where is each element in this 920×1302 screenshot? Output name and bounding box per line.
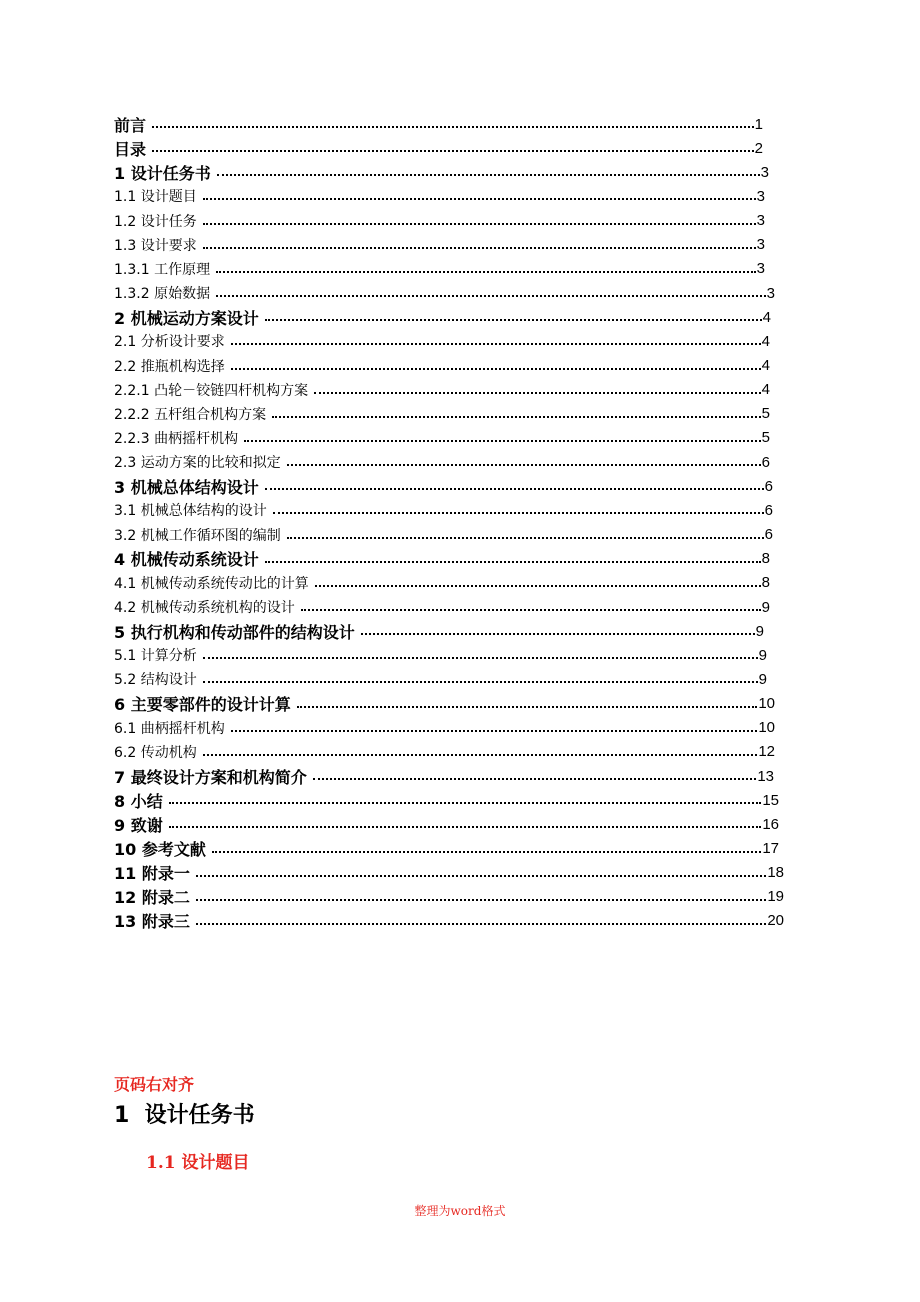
toc-entry-label: 1.3.2 原始数据	[114, 286, 211, 303]
toc-entry[interactable]	[114, 595, 770, 619]
toc-entry-label: 6.2 传动机构	[114, 744, 197, 761]
toc-entry[interactable]	[114, 136, 763, 160]
toc-entry[interactable]	[114, 184, 765, 208]
toc-page-number: 4	[762, 308, 771, 326]
toc-dot-leader	[287, 464, 761, 466]
toc-entry[interactable]	[114, 692, 775, 716]
toc-entry-label: 2.3 运动方案的比较和拟定	[114, 455, 281, 472]
toc-page-number: 4	[761, 381, 770, 399]
toc-dot-leader	[265, 319, 762, 321]
toc-entry[interactable]	[114, 885, 784, 909]
toc-page-number: 18	[767, 864, 784, 882]
toc-dot-leader	[272, 416, 761, 418]
toc-dot-leader	[216, 295, 766, 297]
toc-dot-leader	[301, 609, 761, 611]
toc-entry-label: 5.2 结构设计	[114, 672, 197, 689]
toc-page-number: 8	[761, 574, 770, 592]
toc-entry[interactable]	[114, 257, 765, 281]
toc-page-number: 20	[767, 912, 784, 930]
toc-entry[interactable]	[114, 740, 775, 764]
toc-page-number: 3	[756, 236, 765, 254]
toc-entry-label: 3.1 机械总体结构的设计	[114, 503, 267, 520]
toc-entry[interactable]	[114, 112, 763, 136]
toc-entry-label: 1.2 设计任务	[114, 213, 197, 230]
toc-entry-label: 4.1 机械传动系统传动比的计算	[114, 575, 309, 592]
toc-dot-leader	[203, 223, 756, 225]
toc-entry[interactable]	[114, 233, 765, 257]
toc-entry-label: 4.2 机械传动系统机构的设计	[114, 600, 295, 616]
toc-entry[interactable]	[114, 619, 764, 643]
toc-dot-leader	[203, 198, 756, 200]
toc-page-number: 4	[761, 332, 770, 350]
toc-dot-leader	[196, 875, 766, 877]
toc-dot-leader	[169, 826, 762, 828]
toc-dot-leader	[297, 706, 758, 708]
toc-dot-leader	[231, 343, 761, 345]
toc-entry-label: 3 机械总体结构设计	[114, 477, 259, 497]
toc-dot-leader	[203, 681, 758, 683]
toc-page-number: 1	[754, 115, 763, 133]
toc-page-number: 3	[766, 284, 775, 302]
toc-entry-label: 前言	[114, 115, 147, 135]
toc-entry-label: 9 致谢	[114, 815, 163, 835]
toc-entry-label: 6.1 曲柄摇杆机构	[114, 720, 225, 737]
toc-dot-leader	[244, 440, 761, 442]
toc-entry[interactable]	[114, 160, 769, 184]
toc-entry[interactable]	[114, 474, 773, 498]
toc-entry[interactable]	[114, 571, 770, 595]
toc-dot-leader	[152, 150, 754, 152]
toc-dot-leader	[265, 488, 764, 490]
toc-dot-leader	[231, 730, 758, 732]
toc-dot-leader	[212, 851, 761, 853]
toc-entry[interactable]	[114, 426, 770, 450]
toc-page-number: 6	[764, 526, 773, 544]
toc-page-number: 6	[761, 453, 770, 471]
toc-entry-label: 7 最终设计方案和机构简介	[114, 767, 307, 787]
toc-page-number: 16	[762, 815, 779, 833]
toc-page-number: 5	[761, 405, 770, 423]
toc-entry-label: 10 参考文献	[114, 840, 206, 859]
toc-entry[interactable]	[114, 667, 767, 691]
toc-entry[interactable]	[114, 354, 770, 378]
toc-entry[interactable]	[114, 716, 775, 740]
toc-entry[interactable]	[114, 861, 784, 885]
toc-entry[interactable]	[114, 764, 774, 788]
toc-page-number: 3	[756, 187, 765, 205]
toc-dot-leader	[217, 174, 760, 176]
toc-page-number: 17	[762, 840, 779, 857]
toc-entry-label: 2.1 分析设计要求	[114, 334, 225, 351]
toc-entry-label: 1.1 设计题目	[114, 189, 197, 206]
section-heading: 1 设计任务书	[114, 1103, 255, 1128]
toc-dot-leader	[265, 561, 761, 563]
toc-entry[interactable]	[114, 837, 779, 861]
toc-entry[interactable]	[114, 378, 770, 402]
toc-dot-leader	[313, 778, 757, 780]
toc-page-number: 3	[756, 260, 765, 278]
toc-entry[interactable]	[114, 788, 779, 812]
toc-entry[interactable]	[114, 498, 773, 522]
toc-page-number: 10	[758, 719, 775, 737]
toc-page-number: 6	[764, 477, 773, 495]
toc-dot-leader	[169, 802, 762, 804]
toc-entry-label: 目录	[114, 139, 147, 159]
toc-page-number: 15	[762, 791, 779, 809]
toc-page-number: 9	[761, 598, 770, 616]
toc-page-number: 9	[758, 670, 767, 688]
toc-entry-label: 2.2.2 五杆组合机构方案	[114, 406, 267, 423]
page-number-note: 页码右对齐	[114, 1075, 195, 1094]
toc-entry-label: 4 机械传动系统设计	[114, 550, 259, 570]
toc-dot-leader	[203, 657, 758, 659]
toc-dot-leader	[196, 923, 766, 925]
toc-entry[interactable]	[114, 812, 779, 836]
subsection-heading: 1.1 设计题目	[146, 1153, 250, 1173]
toc-dot-leader	[231, 368, 761, 370]
toc-entry-label: 11 附录一	[114, 864, 190, 884]
toc-page-number: 9	[755, 622, 764, 640]
toc-entry[interactable]	[114, 547, 770, 571]
toc-dot-leader	[216, 271, 756, 273]
toc-dot-leader	[314, 392, 761, 394]
toc-entry[interactable]	[114, 329, 770, 353]
toc-entry-label: 6 主要零部件的设计计算	[114, 695, 291, 715]
toc-entry[interactable]	[114, 450, 770, 474]
toc-entry[interactable]	[114, 209, 765, 233]
toc-page-number: 4	[761, 357, 770, 374]
toc-entry[interactable]	[114, 523, 773, 547]
toc-dot-leader	[203, 247, 756, 249]
toc-entry-label: 2.2.3 曲柄摇杆机构	[114, 430, 239, 447]
toc-dot-leader	[361, 633, 755, 635]
toc-page-number: 10	[758, 695, 775, 713]
toc-dot-leader	[315, 585, 761, 587]
toc-entry-label: 3.2 机械工作循环图的编制	[114, 527, 281, 544]
toc-page-number: 19	[767, 888, 784, 906]
toc-entry[interactable]	[114, 305, 771, 329]
toc-entry[interactable]	[114, 402, 770, 426]
page-footer: 整理为word格式	[414, 1204, 506, 1218]
toc-page-number: 6	[764, 501, 773, 519]
toc-entry-label: 1.3.1 工作原理	[114, 261, 211, 278]
toc-page-number: 5	[761, 429, 770, 447]
toc-entry-label: 13 附录三	[114, 912, 190, 932]
toc-dot-leader	[196, 899, 766, 901]
toc-entry-label: 2.2 推瓶机构选择	[114, 358, 225, 375]
toc-entry-label: 5 执行机构和传动部件的结构设计	[114, 622, 355, 642]
toc-entry-label: 12 附录二	[114, 888, 190, 908]
toc-page-number: 9	[758, 646, 767, 664]
toc-entry[interactable]	[114, 643, 767, 667]
toc-entry-label: 5.1 计算分析	[114, 648, 197, 665]
toc-dot-leader	[152, 126, 754, 128]
toc-entry-label: 8 小结	[114, 791, 163, 811]
toc-entry-label: 1 设计任务书	[114, 163, 211, 183]
toc-entry[interactable]	[114, 281, 775, 305]
toc-dot-leader	[203, 754, 758, 756]
toc-page-number: 3	[756, 212, 765, 230]
toc-dot-leader	[273, 512, 764, 514]
toc-page-number: 13	[757, 767, 774, 785]
toc-entry-label: 2.2.1 凸轮－铰链四杆机构方案	[114, 382, 309, 399]
toc-page-number: 8	[761, 550, 770, 568]
toc-page-number: 12	[758, 743, 775, 761]
toc-entry-label: 1.3 设计要求	[114, 237, 197, 254]
toc-dot-leader	[287, 537, 764, 539]
toc-entry[interactable]	[114, 909, 784, 933]
toc-page-number: 2	[754, 139, 763, 157]
toc-entry-label: 2 机械运动方案设计	[114, 308, 259, 328]
toc-page-number: 3	[760, 163, 769, 181]
